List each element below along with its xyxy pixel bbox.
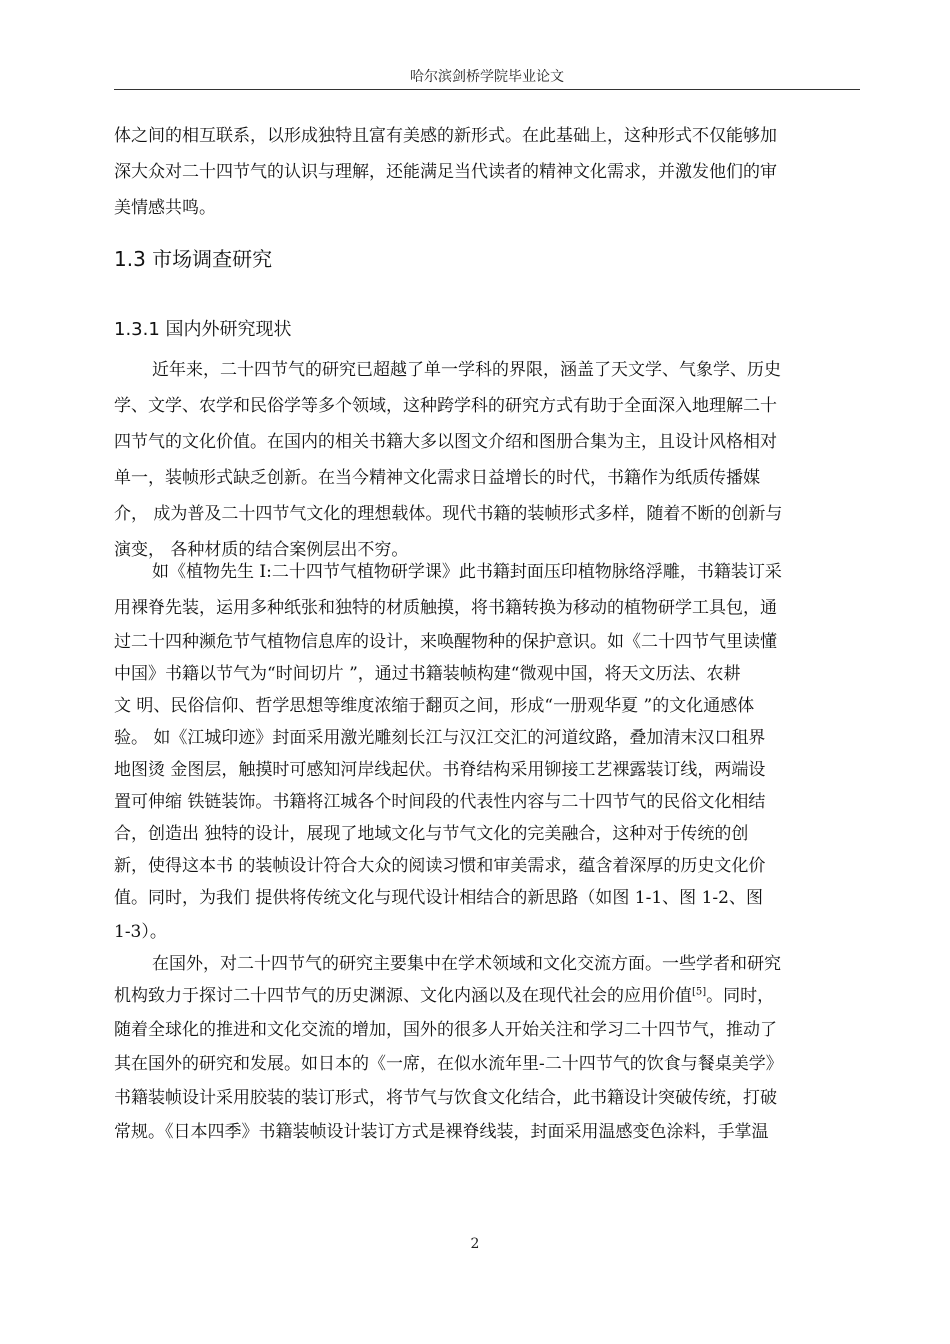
domestic-line-10: 中国》书籍以节气为“时间切片 ”，通过书籍装帧构建“微观中国，将天文历法、农耕 [114,664,741,684]
domestic-line-1: 近年来，二十四节气的研究已超越了单一学科的界限，涵盖了天文学、气象学、历史 [152,360,781,380]
domestic-line-8: 用裸脊先装，运用多种纸张和独特的材质触摸，将书籍转换为移动的植物研学工具包，通 [114,598,777,618]
domestic-line-18: 1-3）。 [114,922,167,942]
page-number: 2 [470,1236,480,1252]
subsection-heading: 1.3.1 国内外研究现状 [114,319,292,340]
domestic-line-13: 地图烫 金图层，触摸时可感知河岸线起伏。书脊结构采用铆接工艺裸露装订线，两端设 [114,760,766,780]
header-rule [114,89,860,90]
domestic-line-16: 新，使得这本书 的装帧设计符合大众的阅读习惯和审美需求，蕴含着深厚的历史文化价 [114,856,766,876]
domestic-line-6: 演变， 各种材质的结合案例层出不穷。 [114,540,409,560]
domestic-line-5: 介， 成为普及二十四节气文化的理想载体。现代书籍的装帧形式多样，随着不断的创新与 [114,504,783,524]
domestic-line-3: 四节气的文化价值。在国内的相关书籍大多以图文介绍和图册合集为主，且设计风格相对 [114,432,777,452]
domestic-line-9: 过二十四种濒危节气植物信息库的设计，来唤醒物种的保护意识。如《二十四节气里读懂 [114,632,777,652]
foreign-line-5: 书籍装帧设计采用胶装的装订形式，将节气与饮食文化结合，此书籍设计突破传统，打破 [114,1088,777,1108]
domestic-line-17: 值。同时，为我们 提供将传统文化与现代设计相结合的新思路（如图 1-1、图 1-2、图 [114,888,763,908]
section-heading: 1.3 市场调查研究 [114,247,273,271]
domestic-line-2: 学、文学、农学和民俗学等多个领域，这种跨学科的研究方式有助于全面深入地理解二十 [114,396,777,416]
foreign-line-6: 常规。《日本四季》书籍装帧设计装订方式是裸脊线装，封面采用温感变色涂料，手掌温 [114,1122,769,1142]
domestic-line-12: 验。 如《江城印迹》封面采用激光雕刻长江与汉江交汇的河道纹路，叠加清末汉口租界 [114,728,766,748]
foreign-line-2 [114,978,774,1014]
domestic-line-14: 置可伸缩 铁链装饰。书籍将江城各个时间段的代表性内容与二十四节气的民俗文化相结 [114,792,766,812]
domestic-line-15: 合，创造出 独特的设计，展现了地域文化与节气文化的完美融合，这种对于传统的创 [114,824,749,844]
intro-line-2: 深大众对二十四节气的认识与理解，还能满足当代读者的精神文化需求，并激发他们的审 [114,162,777,182]
foreign-line-3: 随着全球化的推进和文化交流的增加，国外的很多人开始关注和学习二十四节气，推动了 [114,1020,777,1040]
running-header: 哈尔滨剑桥学院毕业论文 [410,69,564,85]
foreign-line-2-text: 机构致力于探讨二十四节气的历史渊源、文化内涵以及在现代社会的应用价值 [114,986,692,1006]
citation-reference: [5] [692,986,707,998]
foreign-line-4: 其在国外的研究和发展。如日本的《一席，在似水流年里-二十四节气的饮食与餐桌美学》 [114,1054,783,1074]
intro-line-3: 美情感共鸣。 [114,198,216,218]
domestic-line-11: 文 明、民俗信仰、哲学思想等维度浓缩于翻页之间，形成“一册观华夏 ”的文化通感体 [114,696,755,716]
domestic-line-4: 单一，装帧形式缺乏创新。在当今精神文化需求日益增长的时代，书籍作为纸质传播媒 [114,468,760,488]
foreign-line-2-tail: 。同时， [706,986,775,1006]
domestic-line-7: 如《植物先生 I:二十四节气植物研学课》此书籍封面压印植物脉络浮雕，书籍装订采 [152,562,782,582]
foreign-line-1: 在国外，对二十四节气的研究主要集中在学术领域和文化交流方面。一些学者和研究 [152,954,781,974]
intro-line-1: 体之间的相互联系，以形成独特且富有美感的新形式。在此基础上，这种形式不仅能够加 [114,126,777,146]
